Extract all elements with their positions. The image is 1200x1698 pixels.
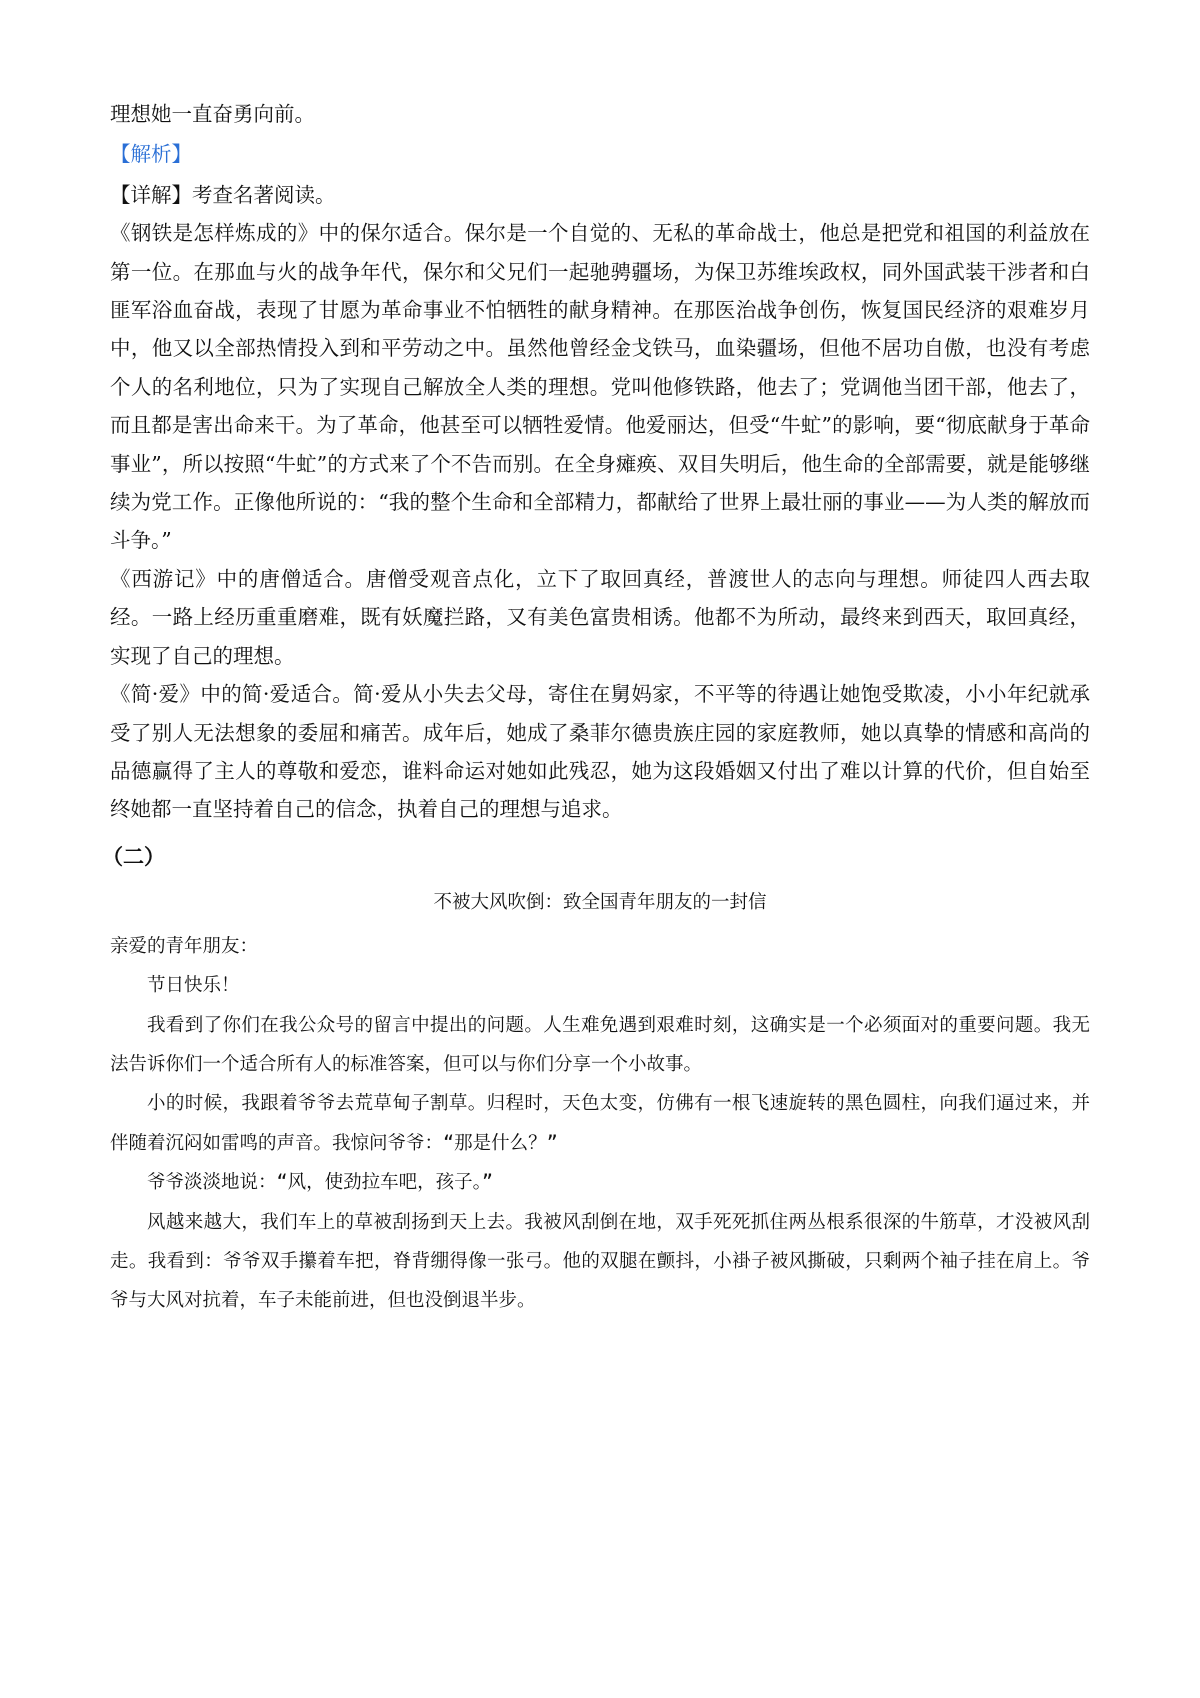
letter-paragraph: 我看到了你们在我公众号的留言中提出的问题。人生难免遇到艰难时刻，这确实是一个必须面对的重要问题。我无法告诉你们一个适合所有人的标准答案，但可以与你们分享一个小故事。 [110,1014,1090,1075]
letter-salutation: 亲爱的青年朋友： [110,935,259,957]
paragraph-tang-monk: 《西游记》中的唐僧适合。唐僧受观音点化，立下了取回真经，普渡世人的志向与理想。师徒四人西去取经。一路上经历重重磨难，既有妖魔拦路，又有美色富贵相诱。他都不为所动，最终来到西天，取回真经，实现了自己的理想。 [110,566,1090,668]
analysis-tag: 【解析】 [110,142,192,167]
section-label: （二） [102,843,165,869]
answer-tail: 理想她一直奋勇向前。 [110,102,315,126]
detail-label: 【详解】考查名著阅读。 [110,182,336,207]
paragraph-jane-eyre: 《简·爱》中的简·爱适合。简·爱从小失去父母，寄住在舅妈家，不平等的待遇让她饱受欺凌，小小年纪就承受了别人无法想象的委屈和痛苦。成年后，她成了桑菲尔德贵族庄园的家庭教师，她以真挚的情感和高尚的品德赢得了主人的尊敬和爱恋，谁料命运对她如此残忍，她为这段婚姻又付出了难以计算的代价，但自始至终她都一直坚持着自己的信念，执着自己的理想与追求。 [110,682,1090,822]
letter-paragraph: 风越来越大，我们车上的草被刮扬到天上去。我被风刮倒在地，双手死死抓住两丛根系很深的牛筋草，才没被风刮走。我看到：爷爷双手攥着车把，脊背绷得像一张弓。他的双腿在颤抖，小褂子被风撕破，只剩两个袖子挂在肩上。爷爷与大风对抗着，车子未能前进，但也没倒退半步。 [110,1211,1090,1312]
letter-paragraph: 爷爷淡淡地说：“风，使劲拉车吧，孩子。” [147,1172,494,1194]
letter-paragraph: 节日快乐！ [147,975,240,997]
document-page [102,95,1090,1321]
letter-title: 不被大风吹倒：致全国青年朋友的一封信 [433,891,767,913]
letter-paragraph: 小的时候，我跟着爷爷去荒草甸子割草。归程时，天色太变，仿佛有一根飞速旋转的黑色圆柱，向我们逼过来，并伴随着沉闷如雷鸣的声音。我惊问爷爷：“那是什么？” [110,1093,1090,1154]
paragraph-paul: 《钢铁是怎样炼成的》中的保尔适合。保尔是一个自觉的、无私的革命战士，他总是把党和祖国的利益放在第一位。在那血与火的战争年代，保尔和父兄们一起驰骋疆场，为保卫苏维埃政权，同外国武装干涉者和白匪军浴血奋战，表现了甘愿为革命事业不怕牺牲的献身精神。在那医治战争创伤，恢复国民经济的艰难岁月中，他又以全部热情投入到和平劳动之中。虽然他曾经金戈铁马，血染疆场，但他不居功自傲，也没有考虑个人的名利地位，只为了实现自己解放全人类的理想。党叫他修铁路，他去了；党调他当团干部，他去了，而且都是害出命来干。为了革命，他甚至可以牺牲爱情。他爱丽达，但受“牛虻”的影响，要“彻底献身于革命事业”，所以按照“牛虻”的方式来了个不告而别。在全身瘫痪、双目失明后，他生命的全部需要，就是能够继续为党工作。正像他所说的：“我的整个生命和全部精力，都献给了世界上最壮丽的事业——为人类的解放而斗争。” [110,221,1090,553]
